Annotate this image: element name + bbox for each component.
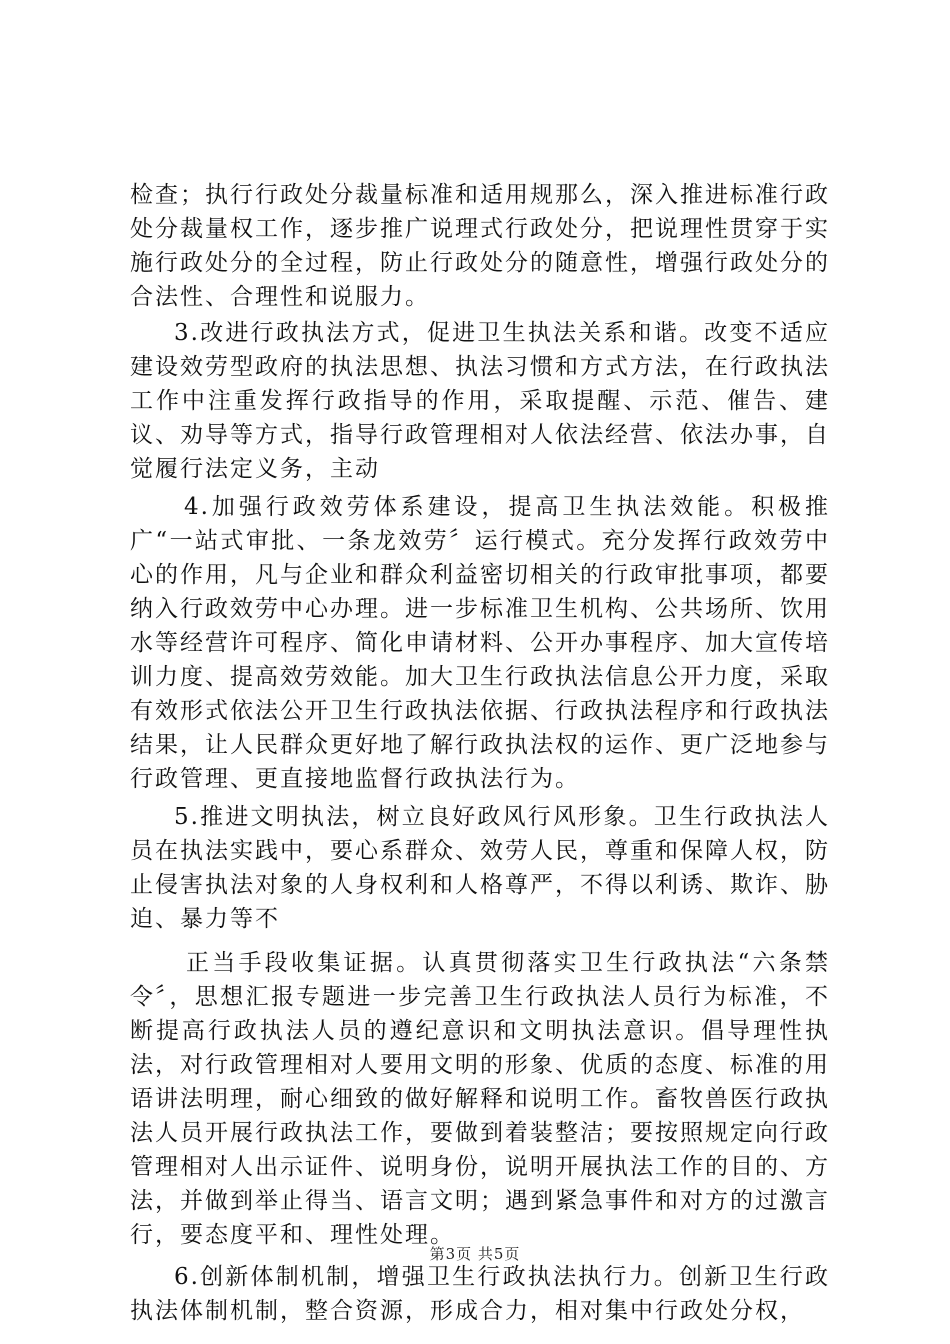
paragraph-6: 6.创新体制机制，增强卫生行政执法执行力。创新卫生行政执法体制机制，整合资源，形成合力，相对集中行政处分权，: [130, 1264, 830, 1324]
paragraph-5: 正当手段收集证据。认真贯彻落实卫生行政执法“六条禁令〞，思想汇报专题进一步完善卫生行政执法人员行为标准，不断提高行政执法人员的遵纪意识和文明执法意识。倡导理性执法，对行政管理相对人要用文明的形象、优质的态度、标准的用语讲法明理，耐心细致的做好解释和说明工作。畜牧兽医行政执法人员开展行政执法工作，要做到着装整洁；要按照规定向行政管理相对人出示证件、说明身份，说明开展执法工作的目的、方法，并做到举止得当、语言文明；遇到紧急事件和对方的过激言行，要态度平和、理性处理。: [130, 950, 830, 1248]
paragraph-4: 5.推进文明执法，树立良好政风行风形象。卫生行政执法人员在执法实践中，要心系群众、效劳人民，尊重和保障人权，防止侵害执法对象的人身权利和人格尊严，不得以利诱、欺诈、胁迫、暴力等不: [130, 804, 830, 932]
document-body: [130, 178, 830, 1328]
paragraph-1: 检查；执行行政处分裁量标准和适用规那么，深入推进标准行政处分裁量权工作，逐步推广说理式行政处分，把说理性贯穿于实施行政处分的全过程，防止行政处分的随意性，增强行政处分的合法性、合理性和说服力。: [130, 182, 830, 310]
paragraph-2: 3.改进行政执法方式，促进卫生执法关系和谐。改变不适应建设效劳型政府的执法思想、执法习惯和方式方法，在行政执法工作中注重发挥行政指导的作用，采取提醒、示范、催告、建议、劝导等方式，指导行政管理相对人依法经营、依法办事，自觉履行法定义务，主动: [130, 320, 830, 482]
paragraph-3: 4.加强行政效劳体系建设，提高卫生执法效能。积极推广“一站式审批、一条龙效劳〞运行模式。充分发挥行政效劳中心的作用，凡与企业和群众利益密切相关的行政审批事项，都要纳入行政效劳中心办理。进一步标准卫生机构、公共场所、饮用水等经营许可程序、简化申请材料、公开办事程序、加大宣传培训力度、提高效劳效能。加大卫生行政执法信息公开力度，采取有效形式依法公开卫生行政执法依据、行政执法程序和行政执法结果，让人民群众更好地了解行政执法权的运作、更广泛地参与行政管理、更直接地监督行政执法行为。: [130, 494, 830, 792]
page-number-footer: 第3页 共5页: [429, 1245, 521, 1263]
